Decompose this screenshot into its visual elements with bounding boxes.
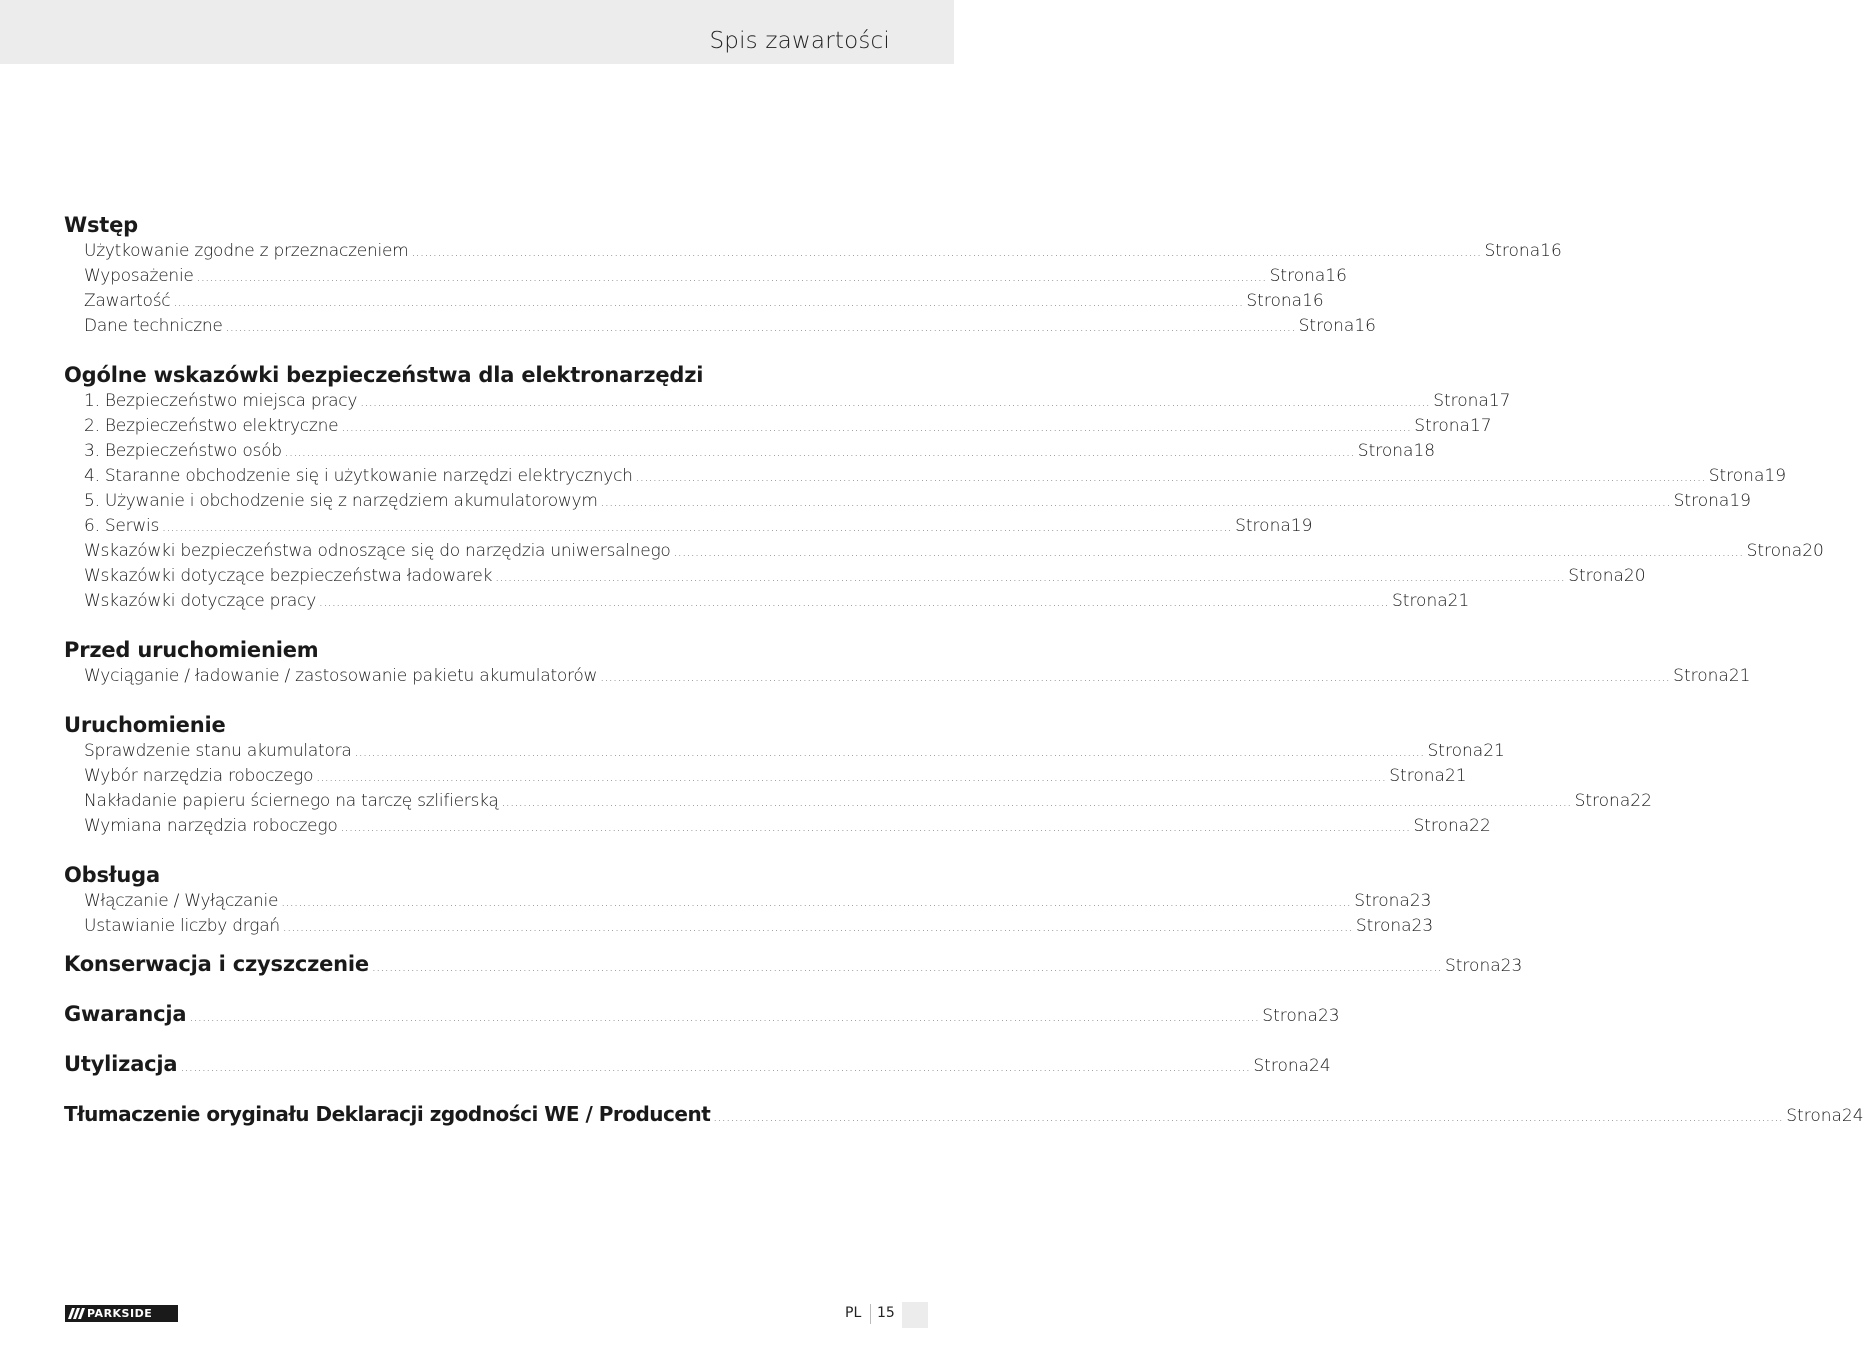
entry-title: 5. Używanie i obchodzenie się z narzędziem akumulatorowym: [84, 491, 598, 511]
dot-leader: ........................................................................................................................................................................................................................................................: [635, 470, 1706, 484]
toc-entry[interactable]: [64, 289, 1324, 314]
section-heading: Obsługa: [64, 863, 160, 887]
page-number: 17: [1469, 416, 1492, 436]
dot-leader: ........................................................................................................................................................................................................................................................: [196, 270, 1267, 284]
page-label: Strona: [1414, 416, 1470, 436]
dot-leader: ........................................................................................................................................................................................................................................................: [501, 795, 1572, 809]
dot-leader: ........................................................................................................................................................................................................................................................: [341, 420, 1412, 434]
entry-title: Gwarancja: [64, 1002, 187, 1026]
page-label: Strona: [1444, 956, 1501, 976]
toc-entry[interactable]: [64, 814, 1491, 839]
toc-entry[interactable]: [64, 664, 1751, 689]
page-label: Strona: [1568, 566, 1624, 586]
page-number: 22: [1469, 816, 1491, 836]
dot-leader: ........................................................................................................................................................................................................................................................: [316, 770, 1387, 784]
entry-title: 3. Bezpieczeństwo osób: [84, 441, 282, 461]
toc-entry[interactable]: [64, 414, 1492, 439]
page-label: Strona: [1246, 291, 1303, 311]
toc-section-wstep: [64, 211, 1562, 339]
toc-entry[interactable]: [64, 539, 1824, 564]
page-label: Strona: [1354, 891, 1410, 911]
section-heading: Wstęp: [64, 213, 138, 237]
toc-entry[interactable]: [64, 589, 1470, 614]
dot-leader: ........................................................................................................................................................................................................................................................: [673, 545, 1744, 559]
dot-leader: ........................................................................................................................................................................................................................................................: [600, 495, 1671, 509]
entry-title: Wskazówki dotyczące pracy: [84, 591, 316, 611]
entry-title: 2. Bezpieczeństwo elektryczne: [84, 416, 339, 436]
page-label: Strona: [1391, 591, 1448, 611]
entry-title: Wskazówki dotyczące bezpieczeństwa ładowarek: [84, 566, 493, 586]
page-number: 16: [1354, 316, 1376, 336]
toc-entry[interactable]: [64, 489, 1751, 514]
page-number: 16: [1540, 241, 1562, 261]
page-number: 21: [1728, 666, 1751, 686]
page-label: Strona: [1673, 491, 1730, 511]
entry-title: 4. Staranne obchodzenie się i użytkowanie narzędzi elektrycznych: [84, 466, 633, 486]
entry-title: Użytkowanie zgodne z przeznaczeniem: [84, 241, 409, 261]
page-label: Strona: [1433, 391, 1489, 411]
page-number: 16: [1302, 291, 1324, 311]
dot-leader: ........................................................................................................................................................................................................................................................: [284, 445, 1355, 459]
entry-title: Ustawianie liczby drgań: [84, 916, 280, 936]
brand-name: PARKSIDE: [87, 1307, 153, 1320]
page-number: 23: [1411, 916, 1434, 936]
entry-title: Konserwacja i czyszczenie: [64, 952, 369, 976]
toc-entry[interactable]: [64, 764, 1467, 789]
page-number: 21: [1483, 741, 1505, 761]
page-number: 24: [1841, 1106, 1864, 1126]
entry-title: Wybór narzędzia roboczego: [84, 766, 314, 786]
toc-entry[interactable]: [64, 789, 1652, 814]
toc-section-ogolne-wskazowki: [64, 361, 1824, 614]
page-number-footer: 15: [877, 1305, 895, 1321]
page-number: 24: [1309, 1056, 1331, 1076]
dot-leader: ........................................................................................................................................................................................................................................................: [282, 920, 1353, 934]
page-number: 19: [1764, 466, 1787, 486]
page-number: 21: [1447, 591, 1470, 611]
page-label: Strona: [1708, 466, 1765, 486]
entry-title: Włączanie / Wyłączanie: [84, 891, 279, 911]
dot-leader: ........................................................................................................................................................................................................................................................: [354, 745, 1425, 759]
toc-entry[interactable]: [64, 889, 1432, 914]
page-label: Strona: [1484, 241, 1541, 261]
page-number: 18: [1413, 441, 1436, 461]
section-heading: Przed uruchomieniem: [64, 638, 319, 662]
toc-section-uruchomienie: [64, 711, 1652, 839]
page-number: 20: [1802, 541, 1824, 561]
page-label: Strona: [1574, 791, 1631, 811]
page-label: Strona: [1413, 816, 1470, 836]
toc-section-obsluga: [64, 861, 1434, 939]
page-number: 21: [1444, 766, 1467, 786]
logo-stripes-icon: [65, 1305, 85, 1322]
page-number: 19: [1729, 491, 1751, 511]
entry-title: Wskazówki bezpieczeństwa odnoszące się do narzędzia uniwersalnego: [84, 541, 671, 561]
footer-tab-box: [902, 1302, 928, 1328]
dot-leader: ........................................................................................................................................................................................................................................................: [180, 1060, 1251, 1074]
page-number: 20: [1623, 566, 1646, 586]
section-heading: Uruchomienie: [64, 713, 226, 737]
entry-title: Wyciąganie / ładowanie / zastosowanie pakietu akumulatorów: [84, 666, 598, 686]
dot-leader: ........................................................................................................................................................................................................................................................: [360, 395, 1431, 409]
entry-title: Wyposażenie: [84, 266, 194, 286]
entry-title: Zawartość: [84, 291, 171, 311]
page-label: Strona: [1262, 1006, 1318, 1026]
table-of-contents: [64, 211, 1864, 1139]
entry-title: Tłumaczenie oryginału Deklaracji zgodności WE / Producent: [64, 1102, 711, 1126]
dot-leader: ........................................................................................................................................................................................................................................................: [162, 520, 1233, 534]
toc-main-entry-konserwacja[interactable]: [64, 939, 1523, 989]
dot-leader: ........................................................................................................................................................................................................................................................: [713, 1110, 1784, 1124]
brand-logo: [65, 1305, 178, 1322]
dot-leader: ........................................................................................................................................................................................................................................................: [411, 245, 1482, 259]
page-label: Strona: [1427, 741, 1484, 761]
page-label: Strona: [1389, 766, 1445, 786]
dot-leader: ........................................................................................................................................................................................................................................................: [600, 670, 1671, 684]
page-number: 22: [1630, 791, 1652, 811]
page-label: Strona: [1298, 316, 1355, 336]
page-label: Strona: [1269, 266, 1326, 286]
page-label: Strona: [1746, 541, 1803, 561]
toc-entry[interactable]: [64, 739, 1505, 764]
page-label: Strona: [1253, 1056, 1310, 1076]
page-number: 17: [1488, 391, 1511, 411]
toc-entry[interactable]: [64, 564, 1646, 589]
entry-title: Wymiana narzędzia roboczego: [84, 816, 338, 836]
footer-divider: [870, 1304, 871, 1324]
dot-leader: ........................................................................................................................................................................................................................................................: [173, 295, 1244, 309]
entry-title: 6. Serwis: [84, 516, 160, 536]
entry-title: 1. Bezpieczeństwo miejsca pracy: [84, 391, 358, 411]
dot-leader: ........................................................................................................................................................................................................................................................: [340, 820, 1411, 834]
entry-title: Dane techniczne: [84, 316, 223, 336]
toc-entry[interactable]: [64, 389, 1511, 414]
dot-leader: ........................................................................................................................................................................................................................................................: [225, 320, 1296, 334]
dot-leader: ........................................................................................................................................................................................................................................................: [189, 1010, 1260, 1024]
entry-title: Nakładanie papieru ściernego na tarczę szlifierską: [84, 791, 499, 811]
page-number: 23: [1500, 956, 1523, 976]
toc-entry[interactable]: [64, 464, 1787, 489]
toc-main-entry-deklaracja[interactable]: [64, 1089, 1864, 1139]
toc-main-entry-utylizacja[interactable]: [64, 1039, 1331, 1089]
toc-entry[interactable]: [64, 314, 1376, 339]
dot-leader: ........................................................................................................................................................................................................................................................: [319, 595, 1389, 609]
page-label: Strona: [1355, 916, 1412, 936]
toc-entry[interactable]: [64, 439, 1436, 464]
page-number: 16: [1325, 266, 1347, 286]
toc-entry[interactable]: [64, 264, 1347, 289]
page-label: Strona: [1235, 516, 1291, 536]
entry-title: Sprawdzenie stanu akumulatora: [84, 741, 352, 761]
toc-section-przed-uruchomieniem: [64, 636, 1751, 689]
page-number: 23: [1317, 1006, 1340, 1026]
toc-main-entry-gwarancja[interactable]: [64, 989, 1340, 1039]
toc-entry[interactable]: [64, 914, 1434, 939]
dot-leader: ........................................................................................................................................................................................................................................................: [371, 960, 1442, 974]
header-bar: [0, 0, 954, 64]
page-number: 23: [1409, 891, 1432, 911]
page-label: Strona: [1673, 666, 1729, 686]
toc-entry[interactable]: [64, 514, 1313, 539]
page-number: 19: [1290, 516, 1313, 536]
page-title: Spis zawartości: [709, 28, 890, 54]
language-code: PL: [845, 1305, 862, 1321]
toc-entry[interactable]: [64, 239, 1562, 264]
page-label: Strona: [1357, 441, 1414, 461]
dot-leader: ........................................................................................................................................................................................................................................................: [281, 895, 1352, 909]
dot-leader: ........................................................................................................................................................................................................................................................: [495, 570, 1566, 584]
page-label: Strona: [1786, 1106, 1842, 1126]
section-heading: Ogólne wskazówki bezpieczeństwa dla elektronarzędzi: [64, 363, 704, 387]
entry-title: Utylizacja: [64, 1052, 178, 1076]
